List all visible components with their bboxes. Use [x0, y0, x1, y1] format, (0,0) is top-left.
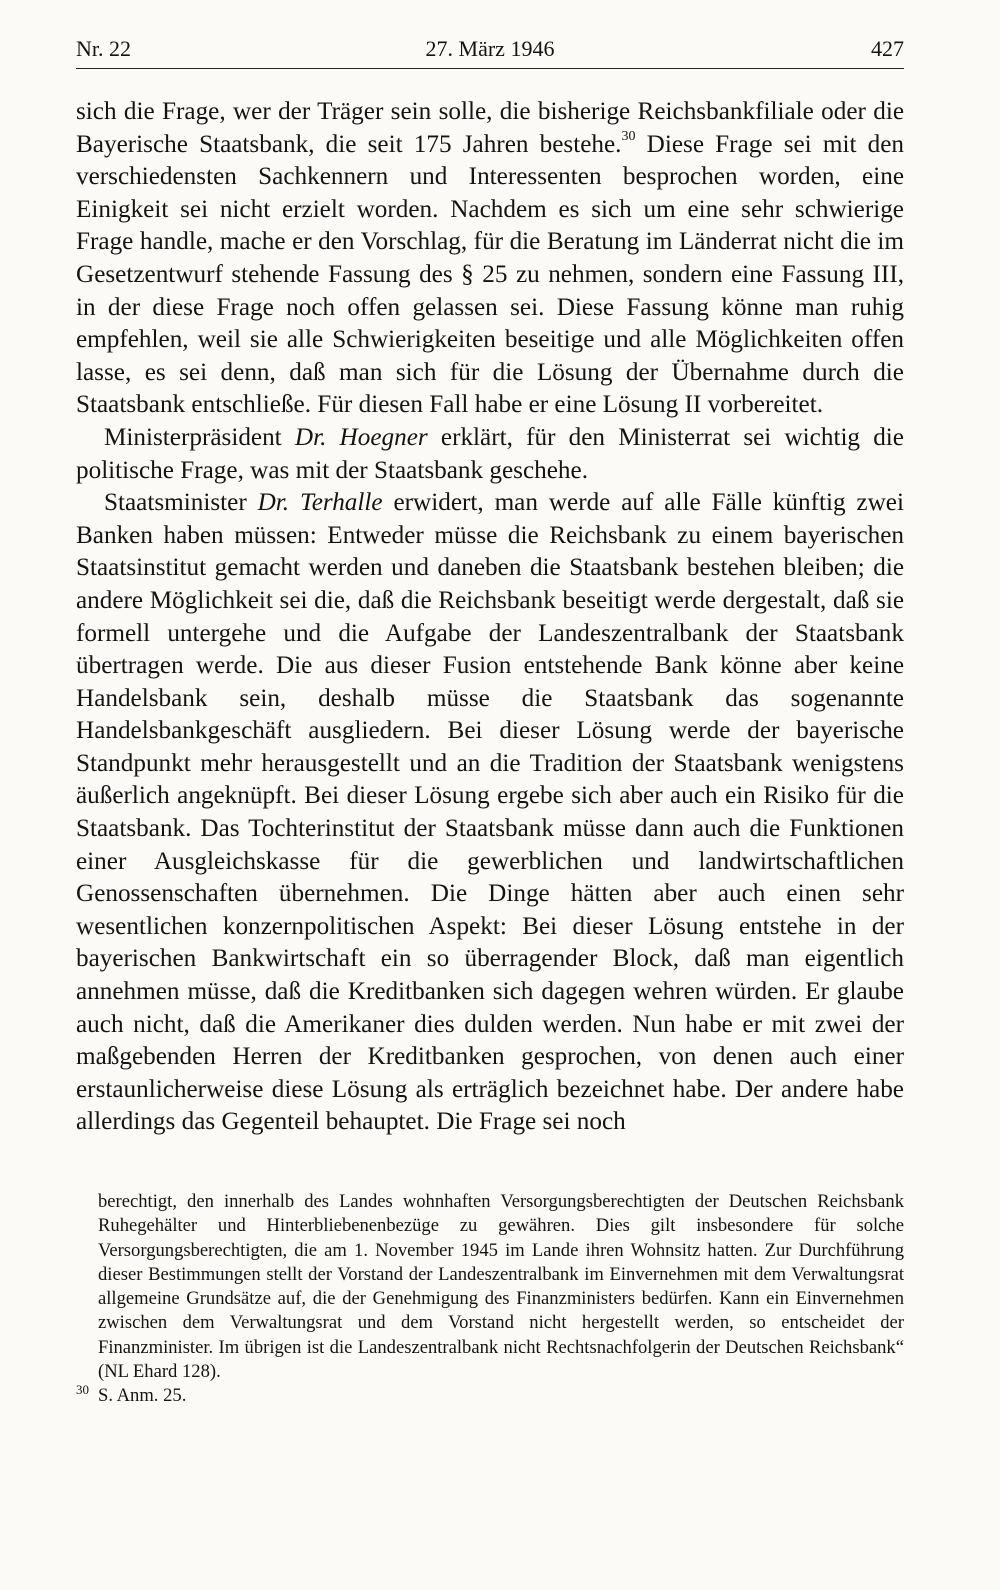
speaker-name: Dr. Hoegner: [294, 423, 428, 451]
text-run: Staatsminister: [104, 489, 258, 517]
body-paragraph: [76, 422, 904, 487]
footnotes: [76, 1190, 904, 1409]
footnote-reference: 30: [621, 129, 636, 145]
page-number: 427: [871, 36, 904, 61]
running-header: [76, 34, 904, 69]
speaker-name: Dr. Terhalle: [257, 489, 383, 517]
main-text: [76, 96, 904, 1139]
session-date: 27. März 1946: [425, 36, 555, 61]
footnote-text: berechtigt, den innerhalb des Landes wohnhaften Versorgungsberechtigten der Deutschen Reichsbank Ruhegehälter und Hinterbliebenenbezüge zu gewähren. Dies gilt insbesondere für solche Versorgungsberechtigten, die am 1. November 1945 im Lande ihren Wohnsitz hatten. Zur Durchführung dieser Bestimmungen stellt der Vorstand der Landeszentralbank im Einvernehmen mit dem Verwaltungsrat allgemeine Grundsätze auf, die der Genehmigung des Finanzministers bedürfen. Kann ein Einvernehmen zwischen dem Verwaltungsrat und dem Vorstand nicht hergestellt werden, so entscheidet der Finanzminister. Im übrigen ist die Landeszentralbank nicht Rechtsnachfolgerin der Deutschen Reichsbank“ (NL Ehard 128).: [98, 1191, 904, 1383]
text-run: erklärt, für den Ministerrat sei wichtig die politische Frage, was mit der Staatsbank geschehe.: [76, 423, 904, 484]
footnote-text: S. Anm. 25.: [98, 1385, 187, 1407]
body-paragraph: [76, 96, 904, 422]
text-run: erwidert, man werde auf alle Fälle künftig zwei Banken haben müssen: Entweder müsse die Reichsbank zu einem bayerischen Staatsinstitut gemacht werden und daneben die Staatsbank bestehen bleiben; die andere Möglichkeit sei die, daß die Reichsbank beseitigt werde dergestalt, daß sie formell untergehe und die Aufgabe der Landeszentralbank der Staatsbank übertragen werde. Die aus dieser Fusion entstehende Bank könne aber keine Handelsbank sein, deshalb müsse die Staatsbank das sogenannte Handelsbankgeschäft ausgliedern. Bei dieser Lösung werde der bayerische Standpunkt mehr herausgestellt und an die Tradition der Staatsbank wenigstens äußerlich angeknüpft. Bei dieser Lösung ergebe sich aber auch ein Risiko für die Staatsbank. Das Tochterinstitut der Staatsbank müsse dann auch die Funktionen einer Ausgleichskasse für die gewerblichen und landwirtschaftlichen Genossenschaften übernehmen. Die Dinge hätten aber auch einen sehr wesentlichen konzernpolitischen Aspekt: Bei dieser Lösung entstehe in der bayerischen Bankwirtschaft ein so überragender Block, daß man eigentlich annehmen müsse, daß die Kreditbanken sich dagegen wehren würden. Er glaube auch nicht, daß die Amerikaner dies dulden werden. Nun habe er mit zwei der maßgebenden Herren der Kreditbanken gesprochen, von denen auch einer erstaunlicherweise diese Lösung als erträglich bezeichnet habe. Der andere habe allerdings das Gegenteil behauptet. Die Frage sei noch: [76, 489, 904, 1136]
issue-number: Nr. 22: [76, 36, 131, 61]
text-run: Diese Frage sei mit den verschiedensten Sachkennern und Interessenten besprochen worden, eine Einigkeit sei nicht erzielt worden. Nachdem es sich um eine sehr schwierige Frage handle, mache er den Vorschlag, für die Beratung im Länderrat nicht die im Gesetzentwurf stehende Fassung des § 25 zu nehmen, sondern eine Fassung III, in der diese Frage noch offen gelassen sei. Diese Fassung könne man ruhig empfehlen, weil sie alle Schwierigkeiten beseitige und alle Möglichkeiten offen lasse, es sei denn, daß man sich für die Lösung der Übernahme durch die Staatsbank entschließe. Für diesen Fall habe er eine Lösung II vorbereitet.: [76, 130, 904, 419]
body-paragraph: [76, 487, 904, 1139]
footnote: [98, 1190, 904, 1384]
footnote: 30 S. Anm. 25.: [76, 1382, 187, 1407]
text-run: Ministerpräsident: [104, 423, 295, 451]
text-run: sich die Frage, wer der Träger sein solle, die bisherige Reichsbankfiliale oder die Bayerische Staatsbank, die seit 175 Jahren bestehe.: [76, 98, 904, 158]
